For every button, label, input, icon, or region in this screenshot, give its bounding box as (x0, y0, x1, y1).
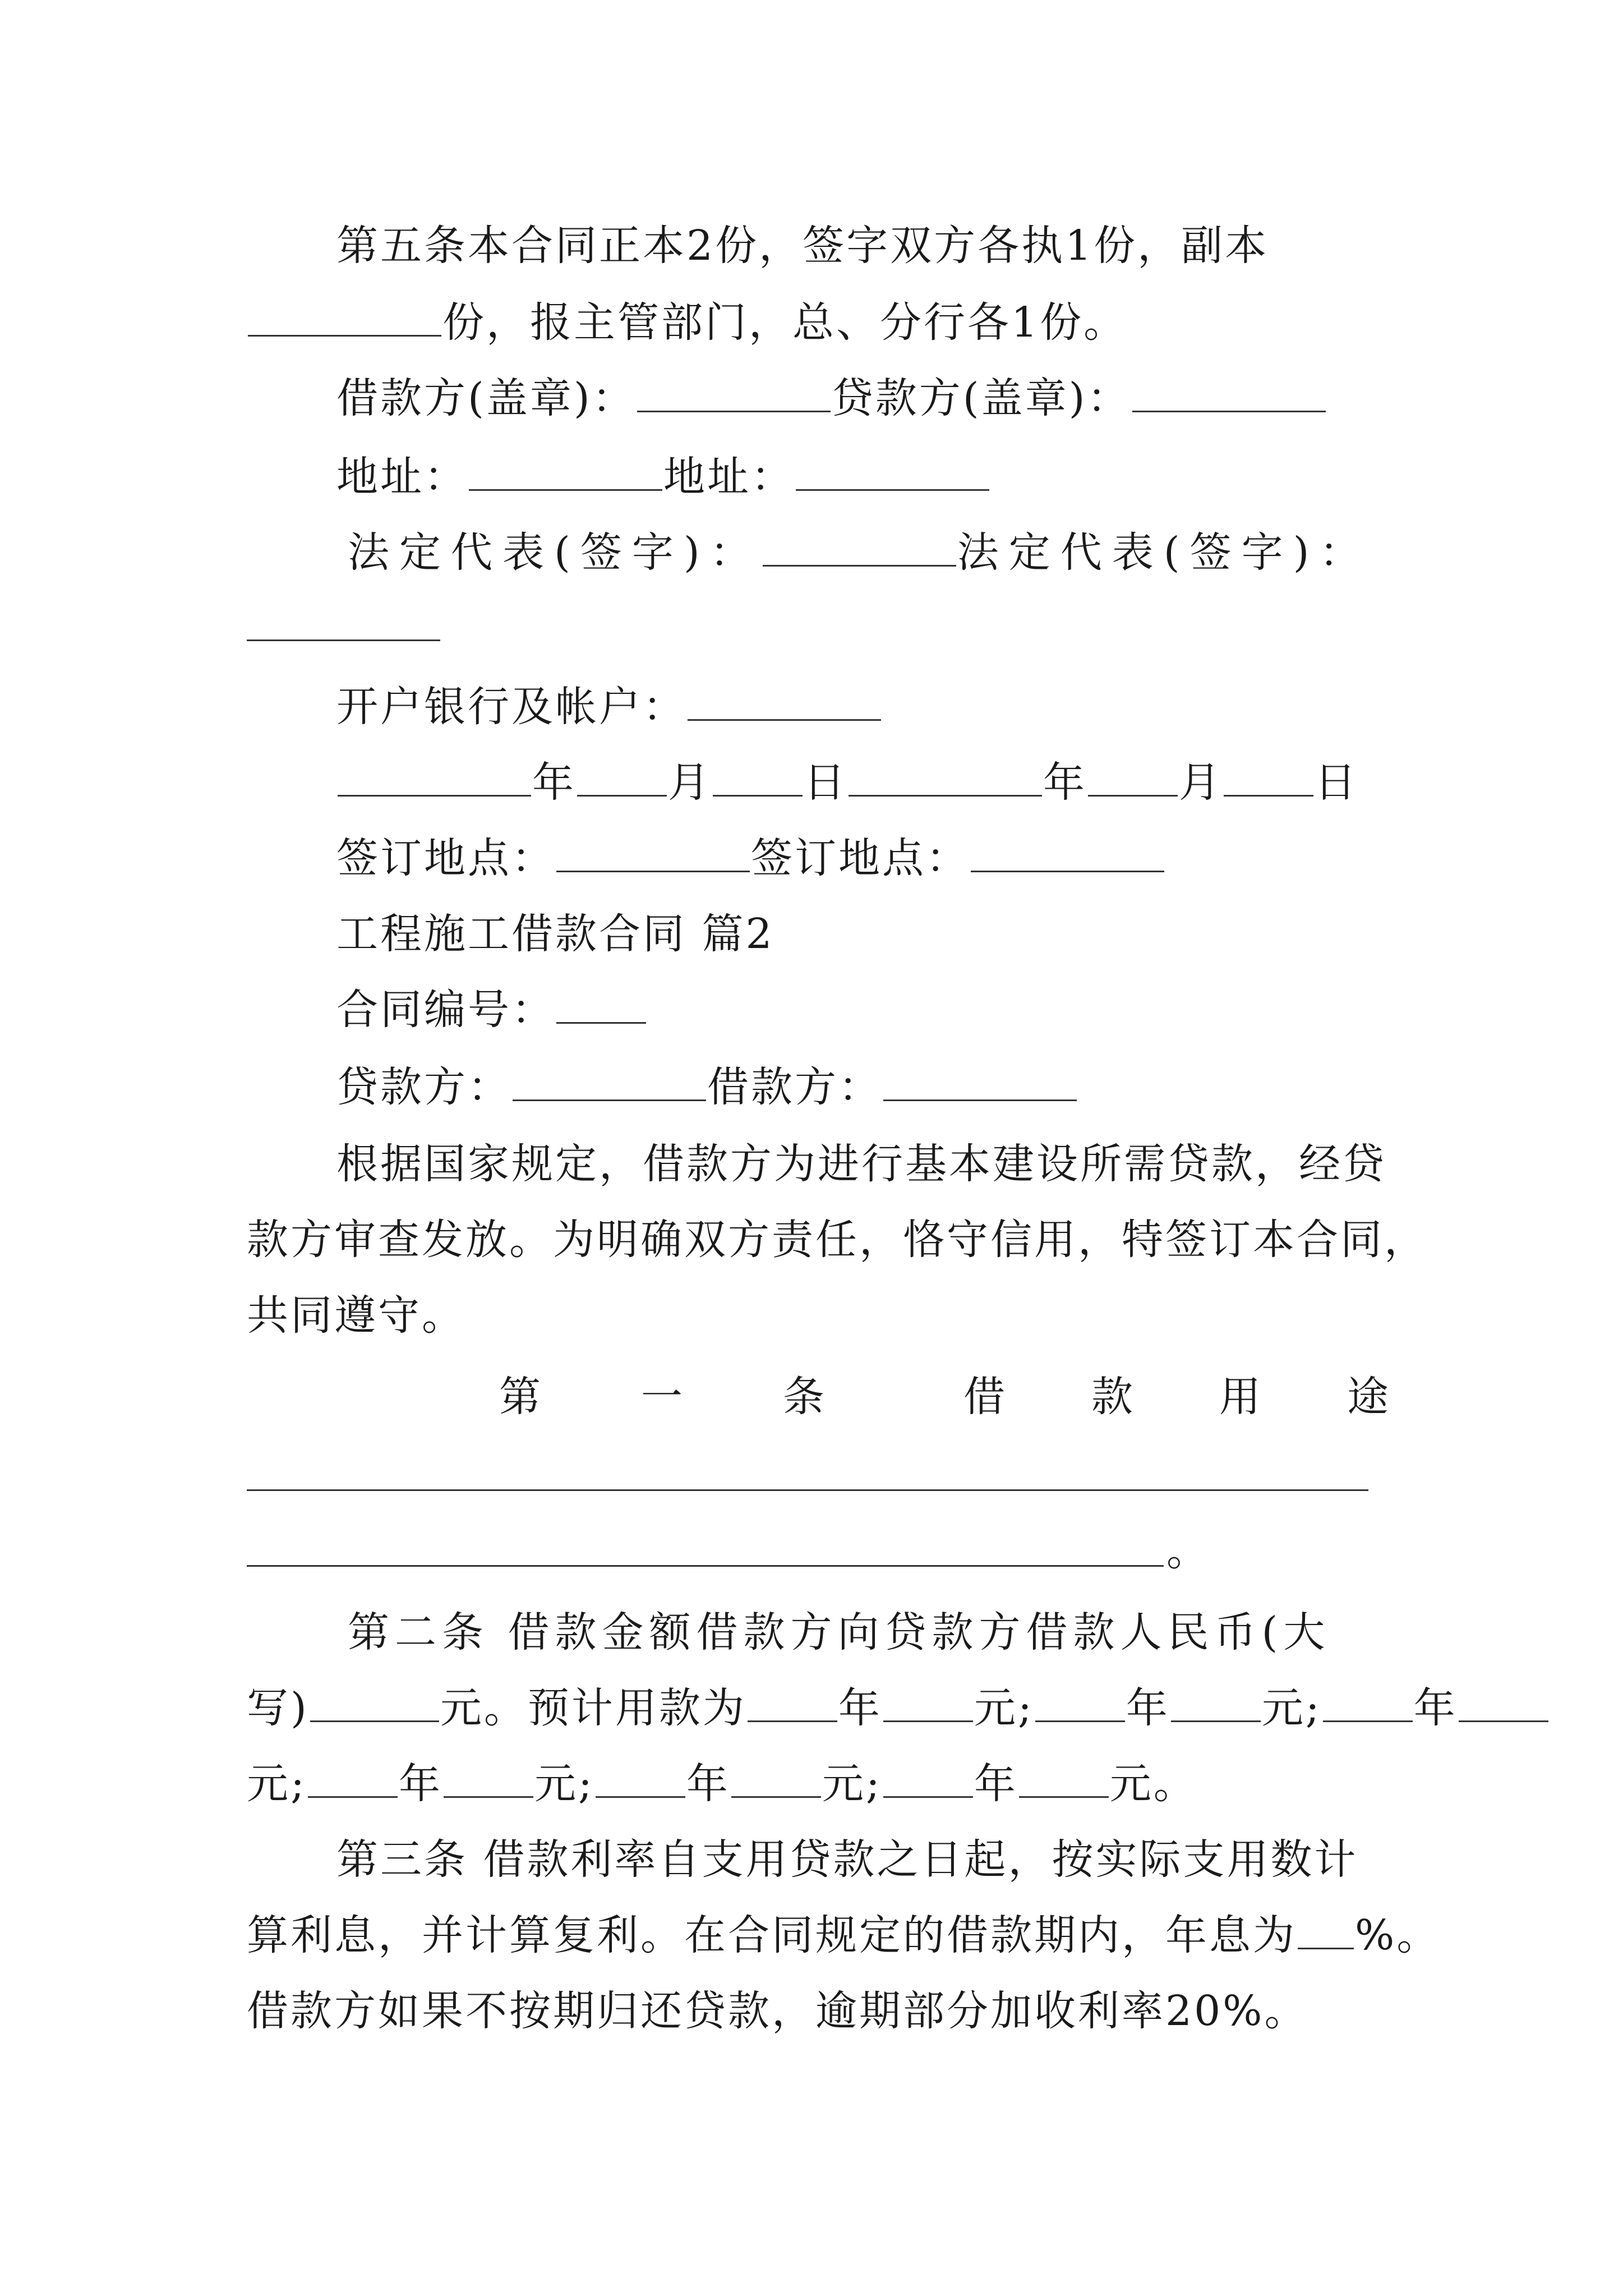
year-label: 年 (1126, 1684, 1170, 1732)
article-one-words (499, 1369, 1391, 1425)
year-label: 年 (398, 1760, 442, 1808)
clause-five-line-2 (247, 295, 1391, 351)
borrower-label: 借款方： (707, 1063, 882, 1111)
article-two-text-2b: 元。预计用款为 (440, 1684, 746, 1732)
article-one-heading (499, 1369, 1391, 1425)
lender-year-blank[interactable] (849, 759, 1042, 797)
bank-account-blank[interactable] (688, 683, 881, 721)
lender-label: 贷款方： (336, 1063, 511, 1111)
article-three-text-1: 第三条 借款利率自支用贷款之日起，按实际支用数计 (336, 1835, 1358, 1884)
clause-five-line-1 (336, 218, 1391, 274)
article-two-text-1: 第二条 借款金额借款方向贷款方借款人民币(大 (348, 1608, 1331, 1657)
annual-interest-blank[interactable] (1298, 1912, 1354, 1949)
article-three-text-2b: %。 (1355, 1911, 1441, 1959)
signing-place-line (336, 830, 1391, 886)
article-word: 途 (1347, 1373, 1391, 1421)
year-label: 年 (974, 1760, 1018, 1808)
preamble-text-2: 款方审查发放。为明确双方责任，恪守信用，特签订本合同， (247, 1216, 1428, 1264)
article-three-text-3: 借款方如果不按期归还贷款，逾期部分加收利率20%。 (247, 1987, 1308, 2035)
borrower-address-blank[interactable] (469, 453, 662, 491)
lender-legal-rep-blank[interactable] (247, 639, 440, 641)
lender-month-blank[interactable] (1088, 759, 1178, 797)
plan-year-5-blank[interactable] (596, 1760, 685, 1798)
loan-purpose-end (1166, 1523, 1223, 1579)
preamble-line-2 (247, 1212, 1428, 1268)
lender-address-label: 地址： (663, 453, 795, 501)
legal-rep-line (348, 524, 1391, 581)
year-label: 年 (532, 758, 576, 807)
borrower-legal-rep-label: 法定代表(签字)： (348, 528, 762, 577)
contract-number-label: 合同编号： (336, 986, 555, 1034)
plan-year-1-blank[interactable] (748, 1685, 837, 1722)
preamble-line-1 (336, 1136, 1391, 1192)
contract-number-line (336, 982, 1391, 1038)
article-word: 借 (963, 1373, 1007, 1421)
loan-purpose-blank-1[interactable] (247, 1489, 1368, 1491)
preamble-text-1: 根据国家规定，借款方为进行基本建设所需贷款，经贷 (336, 1140, 1386, 1188)
blank-copies-count[interactable] (248, 299, 441, 337)
plan-year-4-blank[interactable] (308, 1760, 398, 1798)
borrower-seal-label: 借款方(盖章)： (336, 374, 636, 422)
borrower-legal-rep-blank[interactable] (763, 529, 956, 567)
article-three-line-1 (336, 1832, 1391, 1888)
seal-line (336, 370, 1391, 426)
article-word: 一 (641, 1373, 685, 1421)
year-label: 年 (686, 1760, 730, 1808)
borrower-day-blank[interactable] (713, 759, 803, 797)
loan-purpose-blank-2[interactable] (247, 1565, 1164, 1567)
yuan-label: 元; (1261, 1684, 1322, 1732)
borrower-year-blank[interactable] (338, 759, 531, 797)
article-word: 条 (783, 1373, 827, 1421)
borrower-month-blank[interactable] (577, 759, 667, 797)
plan-amount-6-blank[interactable] (1019, 1760, 1109, 1798)
date-line (336, 754, 1391, 811)
yuan-label: 元; (534, 1760, 594, 1808)
yuan-end-label: 元。 (1109, 1760, 1197, 1808)
article-two-text-2a: 写) (247, 1684, 309, 1732)
borrower-address-label: 地址： (336, 453, 468, 501)
plan-year-2-blank[interactable] (1035, 1685, 1125, 1722)
article-word: 第 (499, 1373, 543, 1421)
parties-line (336, 1059, 1391, 1115)
plan-amount-5-blank[interactable] (731, 1760, 821, 1798)
lender-address-blank[interactable] (796, 453, 989, 491)
day-label: 日 (1315, 758, 1358, 807)
plan-amount-2-blank[interactable] (1171, 1685, 1261, 1722)
lender-day-blank[interactable] (1224, 759, 1313, 797)
borrower-name-blank[interactable] (883, 1064, 1077, 1101)
lender-seal-label: 贷款方(盖章)： (831, 374, 1131, 422)
year-label: 年 (838, 1684, 882, 1732)
section-heading (336, 906, 1391, 962)
article-three-text-2a: 算利息，并计算复利。在合同规定的借款期内，年息为 (247, 1911, 1297, 1959)
bank-account-label: 开户银行及帐户： (336, 683, 686, 731)
year-label: 年 (1043, 758, 1087, 807)
article-two-line-1 (348, 1604, 1391, 1660)
article-one-number (499, 1369, 827, 1425)
preamble-text-3: 共同遵守。 (247, 1291, 465, 1340)
article-three-line-2 (247, 1907, 1447, 1963)
lender-seal-blank[interactable] (1132, 375, 1326, 412)
lender-legal-rep-label: 法定代表(签字)： (957, 528, 1371, 577)
plan-year-6-blank[interactable] (883, 1760, 973, 1798)
preamble-line-3 (247, 1287, 1391, 1343)
yuan-label: 元; (974, 1684, 1034, 1732)
clause-five-text: 第五条本合同正本2份，签字双方各执1份，副本 (336, 222, 1269, 270)
lender-signing-place-label: 签订地点： (751, 834, 970, 882)
borrower-signing-place-blank[interactable] (556, 835, 750, 872)
borrower-signing-place-label: 签订地点： (336, 834, 555, 882)
borrower-seal-blank[interactable] (637, 375, 831, 412)
contract-number-blank[interactable] (556, 986, 646, 1024)
bank-account-line (336, 679, 1391, 735)
month-label: 月 (668, 758, 712, 807)
article-three-line-3 (247, 1983, 1391, 2039)
month-label: 月 (1179, 758, 1223, 807)
amount-uppercase-blank[interactable] (310, 1685, 439, 1722)
article-one-title (963, 1369, 1391, 1425)
period-mark: 。 (1166, 1527, 1210, 1575)
article-two-line-3 (247, 1756, 1391, 1812)
lender-signing-place-blank[interactable] (971, 835, 1164, 872)
plan-amount-3-blank[interactable] (1459, 1685, 1548, 1722)
section-title: 工程施工借款合同 篇2 (336, 910, 774, 958)
article-word: 款 (1091, 1373, 1135, 1421)
lender-name-blank[interactable] (513, 1064, 706, 1101)
yuan-label: 元; (822, 1760, 882, 1808)
article-word: 用 (1219, 1373, 1263, 1421)
article-two-line-2 (247, 1680, 1458, 1736)
year-label: 年 (1413, 1684, 1458, 1732)
plan-amount-1-blank[interactable] (883, 1685, 973, 1722)
clause-five-text-2: 份，报主管部门，总、分行各1份。 (442, 298, 1128, 347)
plan-year-3-blank[interactable] (1323, 1685, 1413, 1722)
address-line (336, 449, 1391, 505)
plan-amount-4-blank[interactable] (444, 1760, 533, 1798)
yuan-label: 元; (247, 1760, 307, 1808)
day-label: 日 (804, 758, 847, 807)
